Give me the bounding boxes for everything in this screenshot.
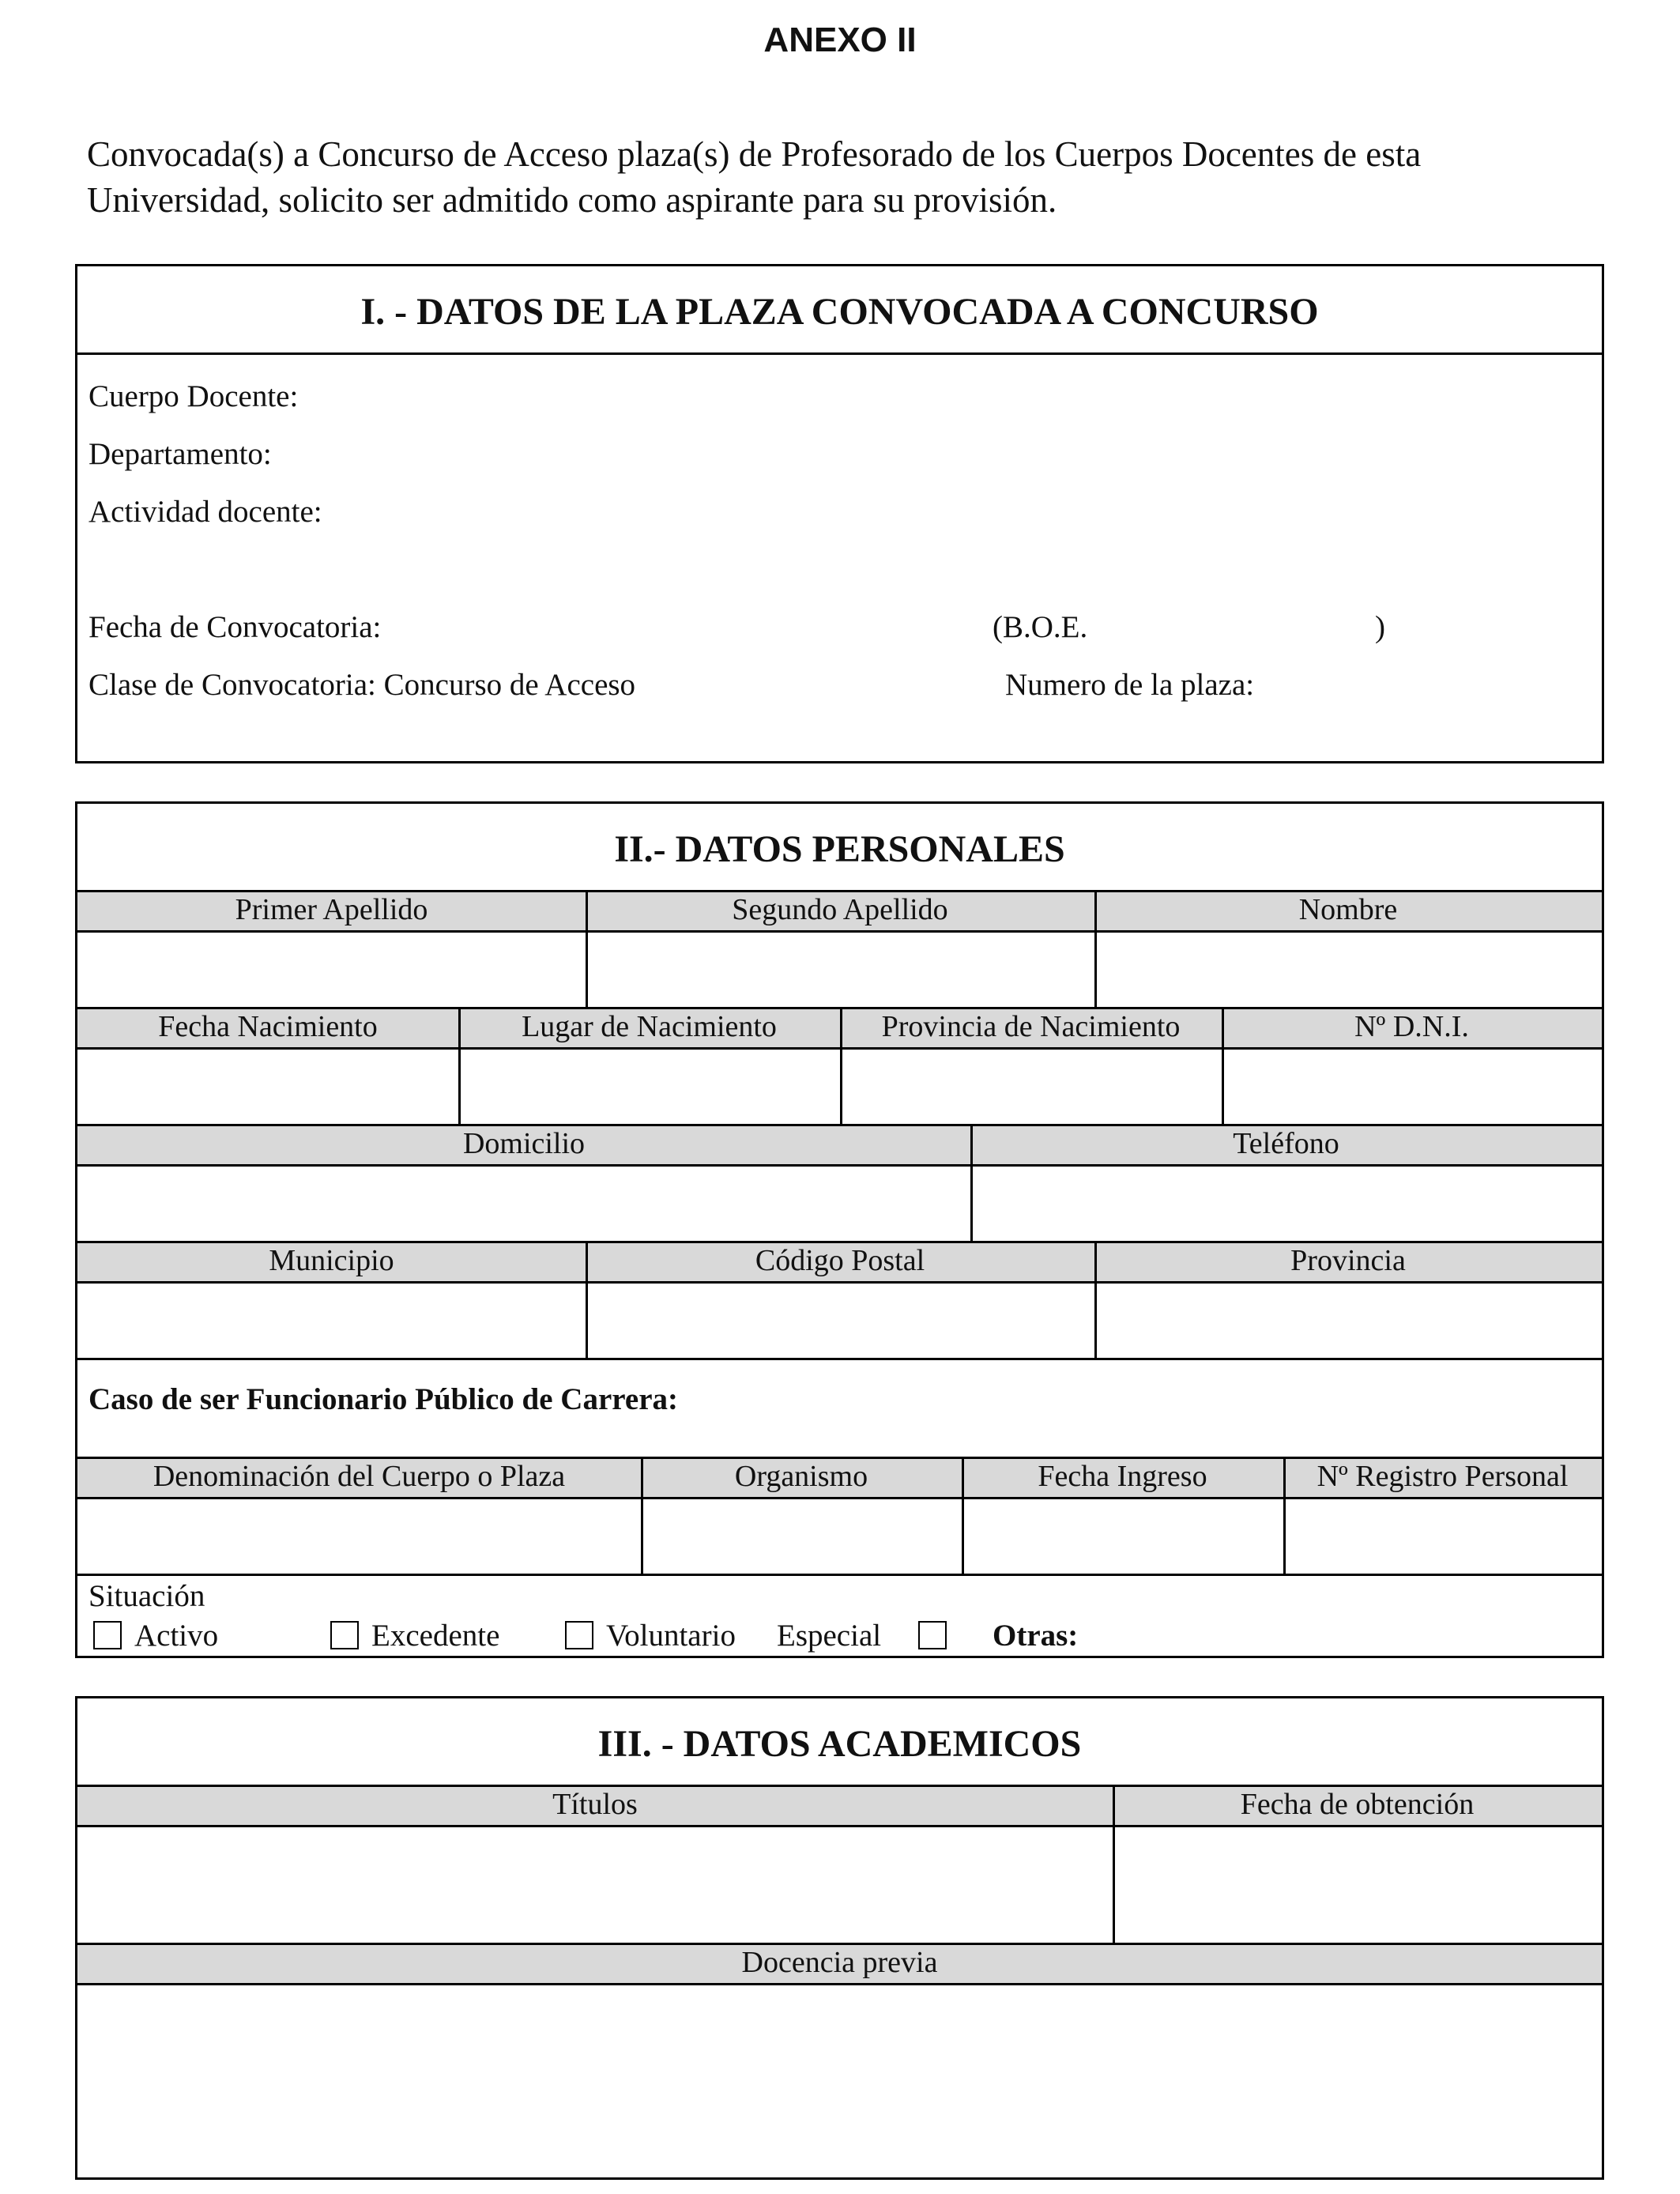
- dni-field[interactable]: [1224, 1050, 1602, 1124]
- especial-checkbox[interactable]: [918, 1621, 947, 1649]
- excedente-checkbox[interactable]: [330, 1621, 359, 1649]
- telefono-field[interactable]: [973, 1167, 1602, 1241]
- header-provincia-nacimiento: Provincia de Nacimiento: [881, 1010, 1181, 1043]
- provincia-nacimiento-field[interactable]: [842, 1050, 1222, 1124]
- voluntario-label: Voluntario: [606, 1619, 736, 1653]
- section-academicos-box: [75, 1696, 1604, 2180]
- header-docencia-previa: Docencia previa: [741, 1946, 938, 1979]
- intro-line-1: Convocada(s) a Concurso de Acceso plaza(s) de Profesorado de los Cuerpos Docentes de esta: [87, 134, 1422, 174]
- registro-personal-field[interactable]: [1286, 1499, 1602, 1574]
- section-personales-box: [75, 801, 1604, 1658]
- municipio-field[interactable]: [77, 1284, 586, 1358]
- activo-checkbox[interactable]: [93, 1621, 122, 1649]
- row4-bottom-line: [77, 1358, 1602, 1360]
- boe-label: (B.O.E.: [993, 610, 1088, 644]
- section-plaza-divider: [77, 352, 1602, 355]
- header-dni: Nº D.N.I.: [1354, 1010, 1469, 1043]
- header-segundo-apellido: Segundo Apellido: [732, 893, 948, 926]
- section-plaza-title: I. - DATOS DE LA PLAZA CONVOCADA A CONCURSO: [360, 291, 1319, 333]
- document-title: ANEXO II: [763, 21, 917, 59]
- row3-header: [77, 1124, 1602, 1167]
- departamento-label: Departamento:: [89, 437, 272, 471]
- header-titulos: Títulos: [552, 1788, 638, 1821]
- segundo-apellido-field[interactable]: [588, 933, 1094, 1007]
- clase-convocatoria-label: Clase de Convocatoria: Concurso de Acceso: [89, 668, 636, 702]
- otras-label: Otras:: [993, 1619, 1079, 1653]
- row5-bottom-line: [77, 1574, 1602, 1576]
- voluntario-checkbox[interactable]: [565, 1621, 593, 1649]
- header-registro-personal: Nº Registro Personal: [1317, 1460, 1569, 1493]
- fecha-convocatoria-label: Fecha de Convocatoria:: [89, 610, 382, 644]
- nombre-field[interactable]: [1097, 933, 1602, 1007]
- intro-line-2: Universidad, solicito ser admitido como aspirante para su provisión.: [87, 180, 1057, 220]
- intro-paragraph: [87, 131, 1628, 223]
- titulos-field[interactable]: [77, 1827, 1113, 1943]
- header-domicilio: Domicilio: [462, 1127, 586, 1160]
- provincia-field[interactable]: [1097, 1284, 1602, 1358]
- header-codigo-postal: Código Postal: [755, 1244, 925, 1277]
- fecha-obtencion-field[interactable]: [1115, 1827, 1602, 1943]
- header-organismo: Organismo: [734, 1460, 868, 1493]
- header-fecha-obtencion: Fecha de obtención: [1240, 1788, 1475, 1821]
- header-nombre: Nombre: [1298, 893, 1398, 926]
- header-denominacion-cuerpo: Denominación del Cuerpo o Plaza: [153, 1460, 566, 1493]
- header-provincia: Provincia: [1290, 1244, 1406, 1277]
- academicos-header: [77, 1785, 1602, 1827]
- actividad-docente-label: Actividad docente:: [89, 495, 322, 529]
- excedente-label: Excedente: [371, 1619, 500, 1653]
- header-telefono: Teléfono: [1233, 1127, 1339, 1160]
- header-municipio: Municipio: [269, 1244, 394, 1277]
- header-fecha-nacimiento: Fecha Nacimiento: [158, 1010, 378, 1043]
- header-fecha-ingreso: Fecha Ingreso: [1038, 1460, 1207, 1493]
- section-plaza-box: [75, 264, 1604, 763]
- header-primer-apellido: Primer Apellido: [235, 893, 428, 926]
- section-personales-title: II.- DATOS PERSONALES: [614, 828, 1065, 870]
- organismo-field[interactable]: [643, 1499, 962, 1574]
- docencia-header: [77, 1943, 1602, 1985]
- activo-label: Activo: [134, 1619, 219, 1653]
- header-lugar-nacimiento: Lugar de Nacimiento: [522, 1010, 777, 1043]
- codigo-postal-field[interactable]: [588, 1284, 1094, 1358]
- row4-header: [77, 1241, 1602, 1284]
- cuerpo-docente-label: Cuerpo Docente:: [89, 379, 299, 413]
- row5-header: [77, 1457, 1602, 1499]
- section-academicos-title: III. - DATOS ACADEMICOS: [597, 1723, 1082, 1765]
- domicilio-field[interactable]: [77, 1167, 970, 1241]
- docencia-previa-field[interactable]: [77, 1985, 1602, 2177]
- primer-apellido-field[interactable]: [77, 933, 586, 1007]
- numero-plaza-label: Numero de la plaza:: [1005, 668, 1255, 702]
- denominacion-cuerpo-field[interactable]: [77, 1499, 641, 1574]
- fecha-ingreso-field[interactable]: [964, 1499, 1283, 1574]
- row1-header: [77, 890, 1602, 933]
- situacion-label: Situación: [89, 1579, 205, 1613]
- boe-close: ): [1375, 610, 1385, 644]
- fecha-nacimiento-field[interactable]: [77, 1050, 458, 1124]
- funcionario-label: Caso de ser Funcionario Público de Carrera:: [89, 1382, 678, 1416]
- especial-label: Especial: [777, 1619, 882, 1653]
- lugar-nacimiento-field[interactable]: [461, 1050, 840, 1124]
